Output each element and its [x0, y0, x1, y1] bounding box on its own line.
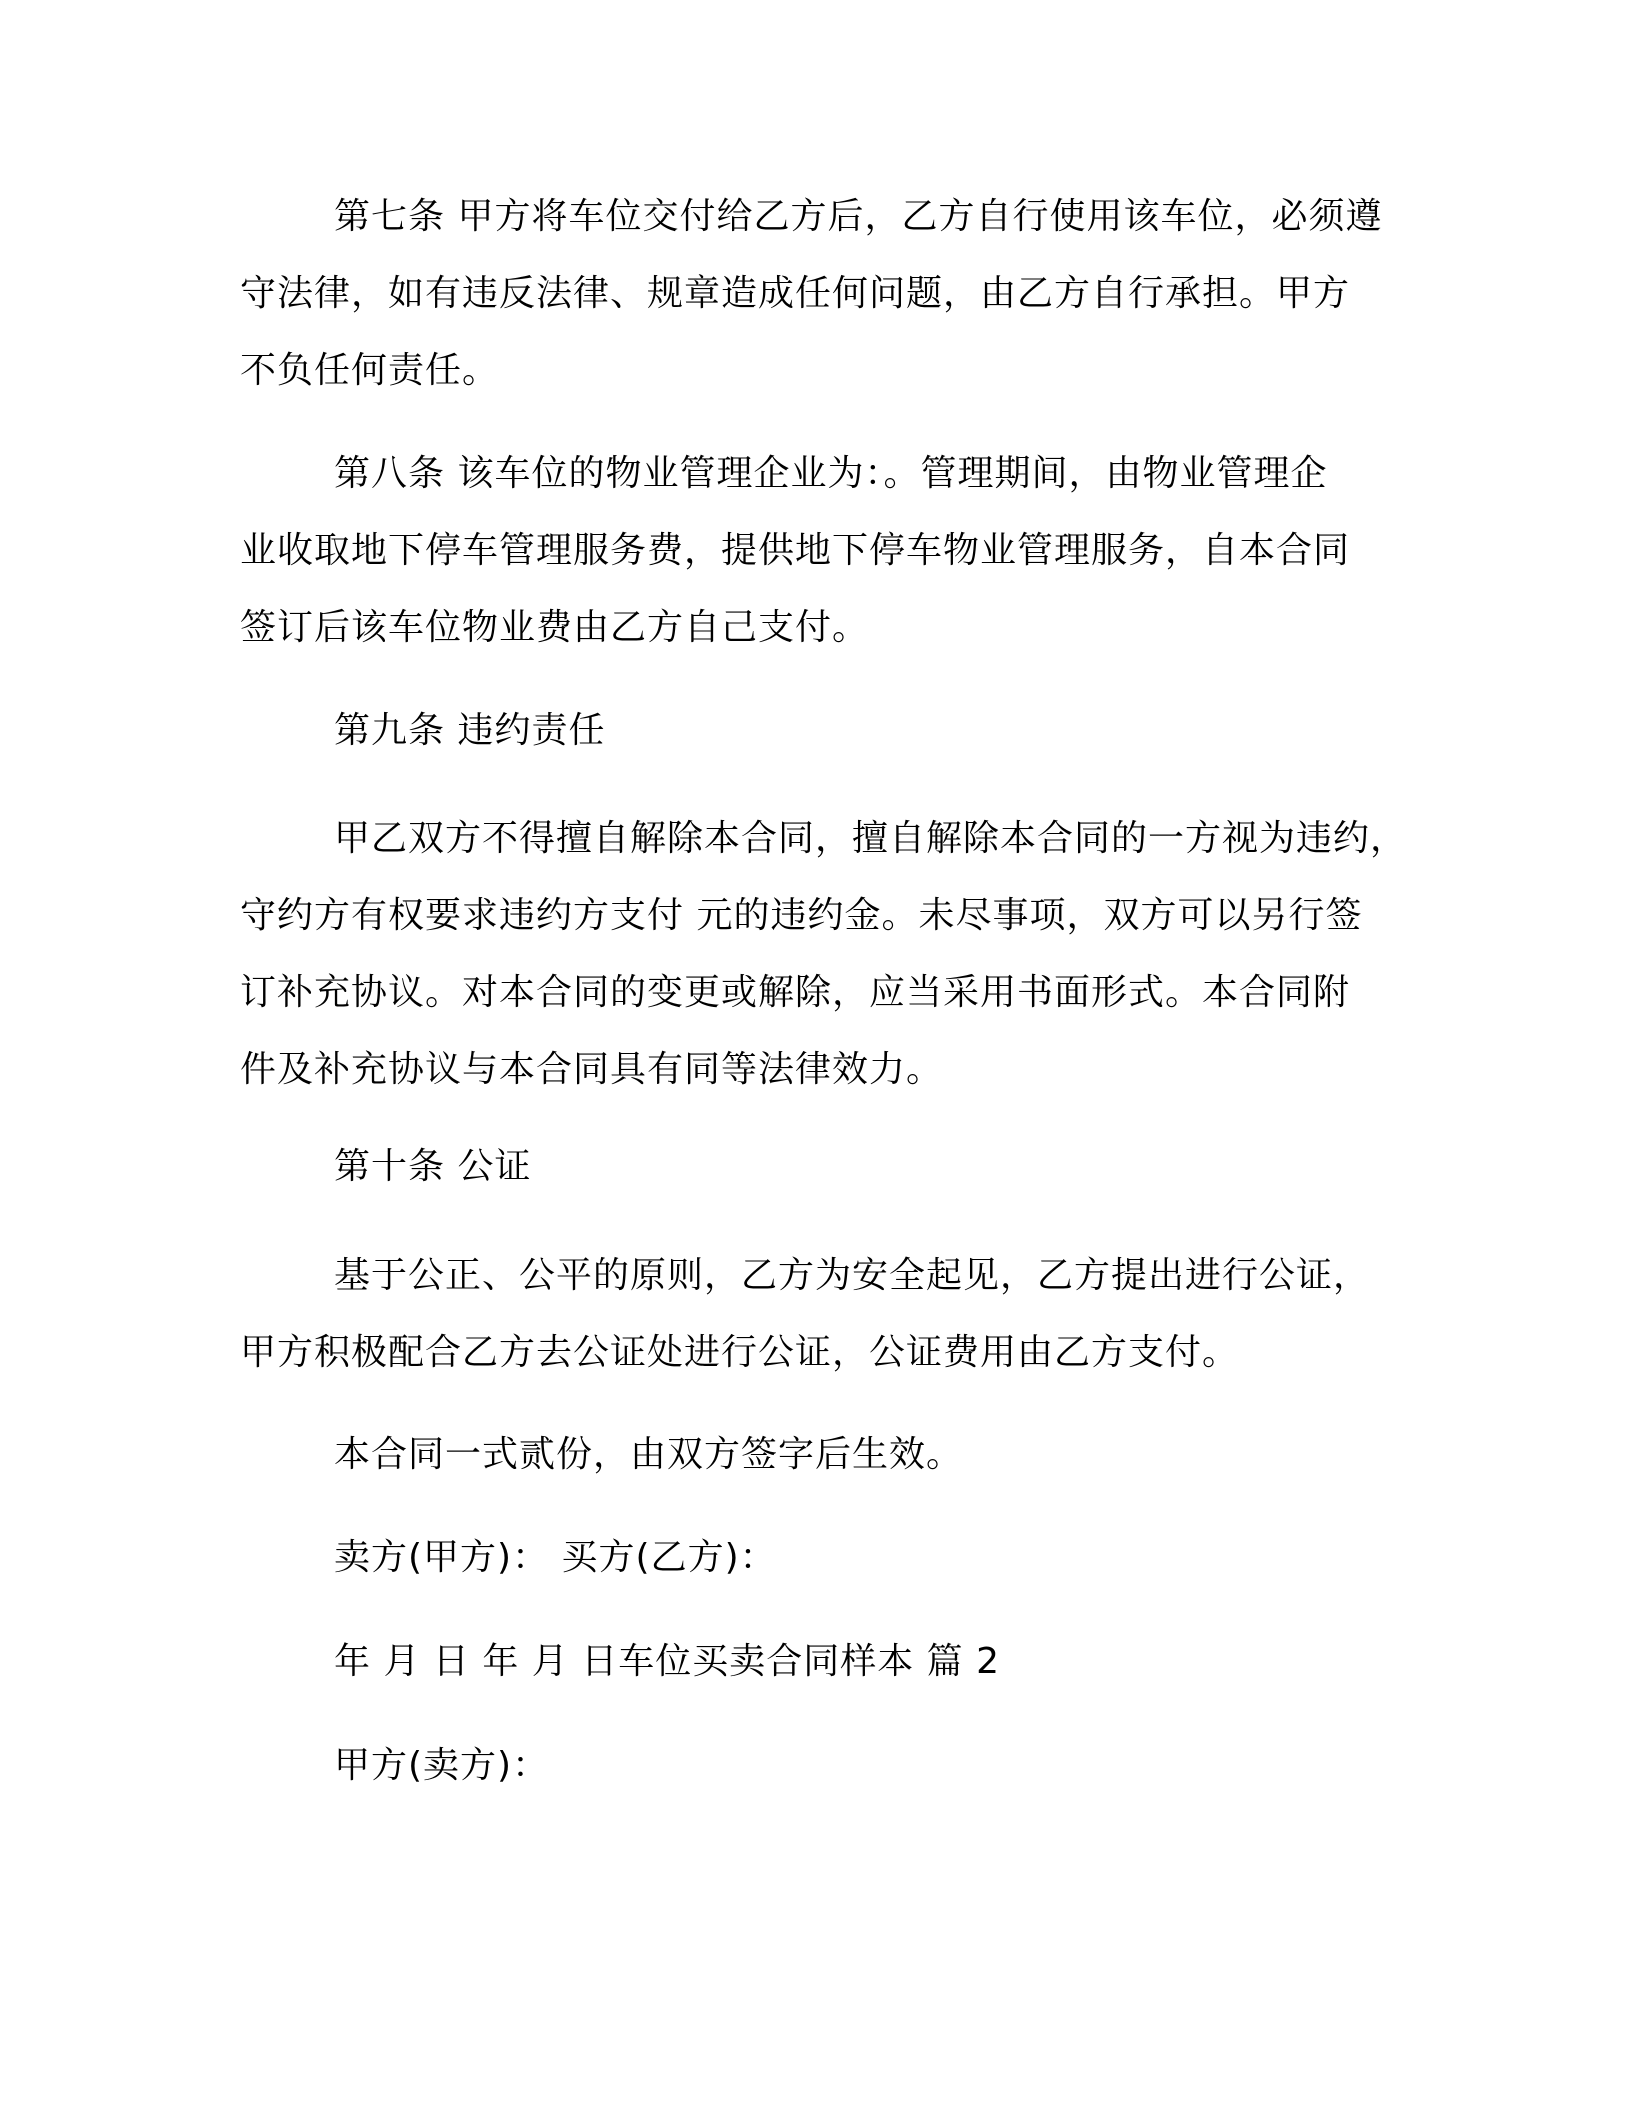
article-8-paragraph: [240, 435, 1420, 666]
paragraph-line: 业收取地下停车管理服务费，提供地下停车物业管理服务，自本合同: [240, 530, 1351, 571]
paragraph-line: 订补充协议。对本合同的变更或解除，应当采用书面形式。本合同附: [240, 972, 1351, 1013]
paragraph-line: 卖方(甲方)： 买方(乙方)：: [334, 1537, 777, 1578]
article-9-body: [240, 800, 1420, 1108]
paragraph-line: 年 月 日 年 月 日车位买卖合同样本 篇 2: [334, 1641, 1001, 1682]
party-a-line: [240, 1727, 1420, 1804]
copies-paragraph: [240, 1416, 1420, 1493]
paragraph-line: 第九条 违约责任: [334, 710, 606, 751]
paragraph-line: 第八条 该车位的物业管理企业为：。管理期间，由物业管理企: [334, 453, 1328, 494]
paragraph-line: 本合同一式贰份，由双方签字后生效。: [334, 1434, 964, 1475]
paragraph-line: 守法律，如有违反法律、规章造成任何问题，由乙方自行承担。甲方: [240, 273, 1351, 314]
paragraph-line: 基于公正、公平的原则，乙方为安全起见，乙方提出进行公证，: [334, 1255, 1371, 1296]
paragraph-line: 第七条 甲方将车位交付给乙方后，乙方自行使用该车位，必须遵: [334, 196, 1383, 237]
article-10-heading: [240, 1128, 1420, 1205]
paragraph-line: 件及补充协议与本合同具有同等法律效力。: [240, 1049, 944, 1090]
paragraph-line: 不负任何责任。: [240, 350, 500, 391]
paragraph-line: 签订后该车位物业费由乙方自己支付。: [240, 607, 870, 648]
paragraph-line: 守约方有权要求违约方支付 元的违约金。未尽事项，双方可以另行签: [240, 895, 1363, 936]
paragraph-line: 甲方积极配合乙方去公证处进行公证，公证费用由乙方支付。: [240, 1332, 1240, 1373]
article-10-body: [240, 1237, 1420, 1391]
paragraph-line: 甲乙双方不得擅自解除本合同，擅自解除本合同的一方视为违约，: [334, 818, 1408, 859]
article-9-heading: [240, 692, 1420, 769]
paragraph-line: 第十条 公证: [334, 1146, 532, 1187]
article-7-paragraph: [240, 178, 1420, 409]
date-and-title-line: [240, 1623, 1420, 1700]
paragraph-line: 甲方(卖方)：: [334, 1745, 550, 1786]
signature-line: [240, 1519, 1420, 1596]
